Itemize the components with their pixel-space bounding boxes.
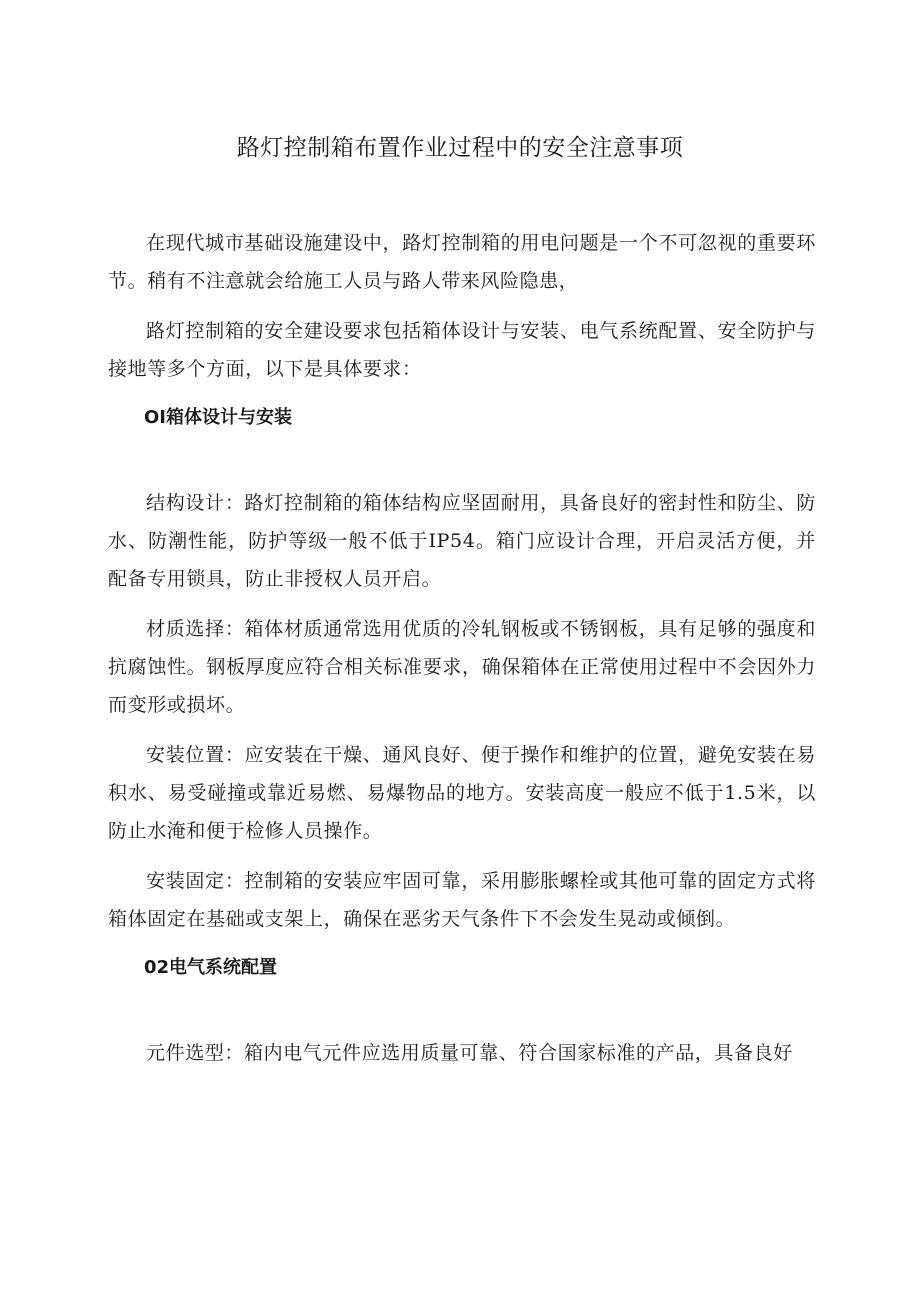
document-body <box>108 224 816 1084</box>
intro-paragraph: 在现代城市基础设施建设中，路灯控制箱的用电问题是一个不可忽视的重要环节。稍有不注意就会给施工人员与路人带来风险隐患， <box>108 232 816 292</box>
document-title: 路灯控制箱布置作业过程中的安全注意事项 <box>236 135 684 161</box>
intro-paragraph: 路灯控制箱的安全建设要求包括箱体设计与安装、电气系统配置、安全防护与接地等多个方面，以下是具体要求： <box>108 320 816 380</box>
body-paragraph: 安装位置：应安装在干燥、通风良好、便于操作和维护的位置，避免安装在易积水、易受碰撞或靠近易燃、易爆物品的地方。安装高度一般应不低于1.5米，以防止水淹和便于检修人员操作。 <box>108 744 816 842</box>
section-heading: 02电气系统配置 <box>144 957 278 978</box>
section-heading: OI箱体设计与安装 <box>144 407 292 428</box>
body-paragraph: 结构设计：路灯控制箱的箱体结构应坚固耐用，具备良好的密封性和防尘、防水、防潮性能，防护等级一般不低于IP54。箱门应设计合理，开启灵活方便，并配备专用锁具，防止非授权人员开启。 <box>108 492 816 590</box>
body-paragraph: 安装固定：控制箱的安装应牢固可靠，采用膨胀螺栓或其他可靠的固定方式将箱体固定在基础或支架上，确保在恶劣天气条件下不会发生晃动或倾倒。 <box>108 870 816 930</box>
body-paragraph: 材质选择：箱体材质通常选用优质的冷轧钢板或不锈钢板，具有足够的强度和抗腐蚀性。钢板厚度应符合相关标准要求，确保箱体在正常使用过程中不会因外力而变形或损坏。 <box>108 618 816 716</box>
body-paragraph: 元件选型：箱内电气元件应选用质量可靠、符合国家标准的产品，具备良好 <box>146 1042 793 1064</box>
